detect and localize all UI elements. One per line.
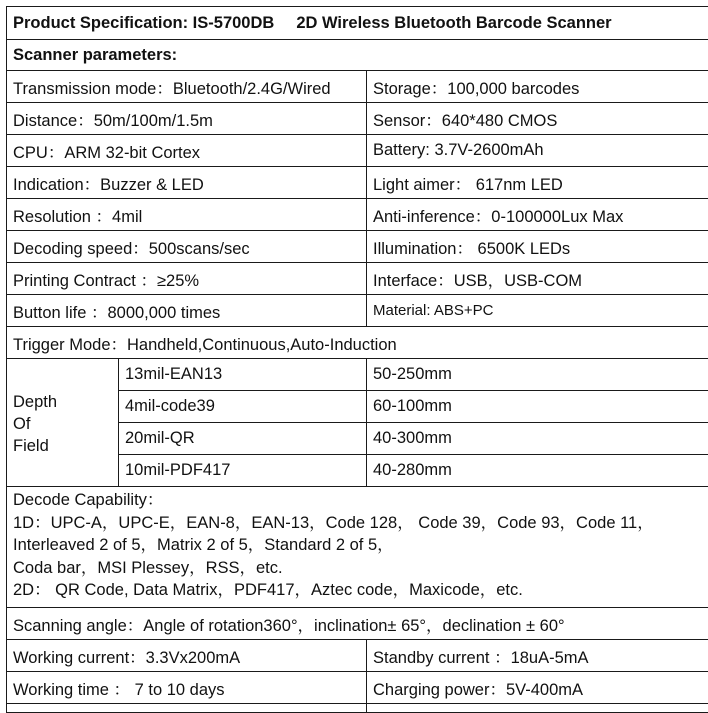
dof-range: 40-280mm [367,455,708,487]
spec-distance: Distance：50m/100m/1.5m [7,103,367,135]
empty-cell [7,704,367,713]
section-heading: Scanner parameters: [7,40,708,71]
spec-standby-current: Standby current ：18uA-5mA [367,640,708,672]
spec-sensor: Sensor：640*480 CMOS [367,103,708,135]
spec-charging-power: Charging power：5V-400mA [367,672,708,704]
spec-row [7,295,708,327]
dof-code: 4mil-code39 [119,391,367,423]
spec-row-partial [7,704,708,713]
dof-range: 40-300mm [367,423,708,455]
decode-line: 2D： QR Code, Data Matrix，PDF417，Aztec code，Maxicode，etc. [13,579,708,602]
title-row [7,7,708,40]
spec-row [7,167,708,199]
dof-range: 50-250mm [367,359,708,391]
spec-illumination: Illumination： 6500K LEDs [367,231,708,263]
spec-material: Material: ABS+PC [367,295,708,327]
spec-resolution: Resolution ：4mil [7,199,367,231]
spec-row [7,263,708,295]
spec-anti-inference: Anti-inference：0-100000Lux Max [367,199,708,231]
empty-cell [367,704,708,713]
spec-battery: Battery: 3.7V-2600mAh [367,135,708,167]
spec-working-current: Working current：3.3Vx200mA [7,640,367,672]
decode-row [7,487,708,608]
angle-row [7,608,708,640]
spec-table [6,6,708,713]
spec-printing-contract: Printing Contract ：≥25% [7,263,367,295]
spec-button-life: Button life ：8000,000 times [7,295,367,327]
decode-line: Interleaved 2 of 5，Matrix 2 of 5，Standard 2 of 5， [13,534,708,557]
spec-trigger-mode: Trigger Mode：Handheld,Continuous,Auto-Induction [7,327,708,359]
dof-code: 10mil-PDF417 [119,455,367,487]
decode-line: Coda bar，MSI Plessey，RSS，etc. [13,557,708,580]
decode-capability [7,487,708,608]
dof-code: 13mil-EAN13 [119,359,367,391]
dof-label-line: Depth [13,391,118,413]
spec-row [7,640,708,672]
spec-cpu: CPU：ARM 32-bit Cortex [7,135,367,167]
product-spec-title: Product Specification: IS-5700DB [13,14,274,32]
product-name: 2D Wireless Bluetooth Barcode Scanner [296,14,611,32]
dof-label [7,359,119,487]
spec-row [7,135,708,167]
dof-code: 20mil-QR [119,423,367,455]
dof-label-line: Field [13,435,118,457]
spec-interface: Interface：USB，USB-COM [367,263,708,295]
trigger-row [7,327,708,359]
decode-line: 1D：UPC-A，UPC-E，EAN-8，EAN-13，Code 128， Code 39，Code 93，Code 11， [13,512,708,535]
dof-row [7,359,708,391]
spec-row [7,672,708,704]
spec-row [7,199,708,231]
section-row [7,40,708,71]
spec-scanning-angle: Scanning angle：Angle of rotation360°，inclination± 65°，declination ± 60° [7,608,708,640]
title-cell [7,7,708,40]
spec-indication: Indication：Buzzer & LED [7,167,367,199]
spec-row [7,231,708,263]
spec-transmission-mode: Transmission mode：Bluetooth/2.4G/Wired [7,71,367,103]
spec-light-aimer: Light aimer： 617nm LED [367,167,708,199]
dof-range: 60-100mm [367,391,708,423]
spec-decoding-speed: Decoding speed：500scans/sec [7,231,367,263]
spec-storage: Storage：100,000 barcodes [367,71,708,103]
spec-row [7,103,708,135]
spec-row [7,71,708,103]
decode-heading: Decode Capability： [13,489,708,512]
dof-label-line: Of [13,413,118,435]
spec-working-time: Working time ： 7 to 10 days [7,672,367,704]
